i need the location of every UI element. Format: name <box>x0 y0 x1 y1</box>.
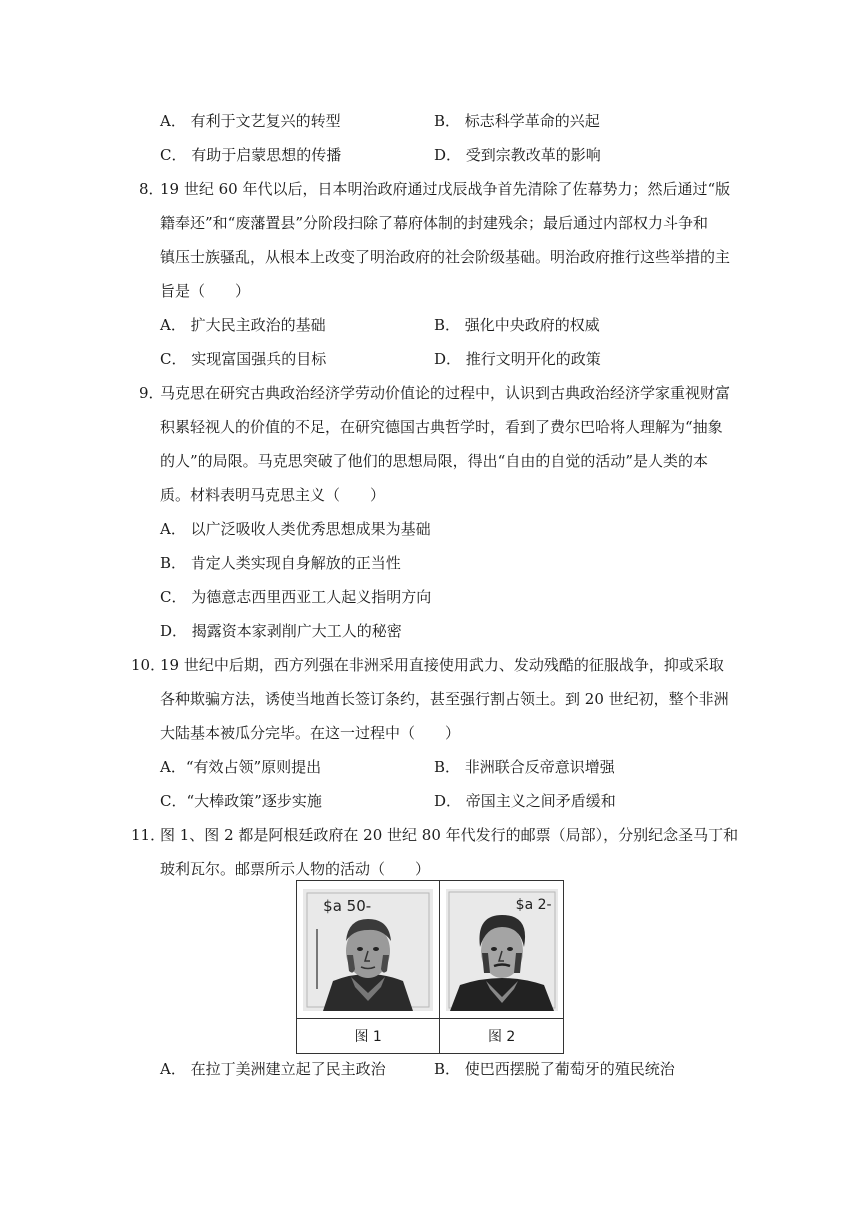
q8-option-a: A． 扩大民主政治的基础 <box>160 316 326 334</box>
san-martin-stamp-image <box>303 889 433 1011</box>
q8-stem-line-4 <box>0 280 860 302</box>
q11-number: 11． <box>131 826 166 844</box>
q8-option-b: B． 强化中央政府的权威 <box>434 316 600 334</box>
q9-text-line: 的人”的局限。马克思突破了他们的思想局限，得出“自由的自觉的活动”是人类的本 <box>160 452 709 470</box>
q10-options-row-1 <box>0 756 860 778</box>
figure-2-caption: 图 2 <box>440 1019 564 1054</box>
q8-number: 8． <box>139 180 164 198</box>
q9-text-line: 马克思在研究古典政治经济学劳动价值论的过程中，认识到古典政治经济学家重视财富 <box>160 384 731 402</box>
q10-options-row-2 <box>0 790 860 812</box>
q10-option-c: C．“大棒政策”逐步实施 <box>160 792 322 810</box>
q8-option-d: D． 推行文明开化的政策 <box>434 350 601 368</box>
q8-option-c: C． 实现富国强兵的目标 <box>160 350 327 368</box>
q11-stem-line-1 <box>0 824 860 846</box>
q9-stem-line-2 <box>0 416 860 438</box>
q7-option-d: D． 受到宗教改革的影响 <box>434 146 601 164</box>
stamp-1-value: $a 50- <box>323 896 372 915</box>
q8-text-line: 旨是（ ） <box>160 282 251 300</box>
q9-option-c: C． 为德意志西里西亚工人起义指明方向 <box>160 588 432 606</box>
q10-option-d: D． 帝国主义之间矛盾缓和 <box>434 792 616 810</box>
q8-text-line: 籍奉还”和“废藩置县”分阶段扫除了幕府体制的封建残余；最后通过内部权力斗争和 <box>160 214 709 232</box>
q8-stem-line-1 <box>0 178 860 200</box>
q10-text-line: 大陆基本被瓜分完毕。在这一过程中（ ） <box>160 724 461 742</box>
q11-text-line: 图 1、图 2 都是阿根廷政府在 20 世纪 80 年代发行的邮票（局部），分别纪念圣马丁和 <box>160 826 739 844</box>
q10-option-b: B． 非洲联合反帝意识增强 <box>434 758 615 776</box>
figure-1-cell <box>297 881 440 1019</box>
bolivar-stamp-image <box>446 889 558 1011</box>
q11-options-row-1 <box>0 1058 860 1080</box>
q11-option-b: B． 使巴西摆脱了葡萄牙的殖民统治 <box>434 1060 675 1078</box>
q11-option-a: A． 在拉丁美洲建立起了民主政治 <box>160 1060 386 1078</box>
stamp-2-value: $a 2- <box>515 896 552 913</box>
q8-options-row-2 <box>0 348 860 370</box>
q8-stem-line-3 <box>0 246 860 268</box>
q9-option-b: B． 肯定人类实现自身解放的正当性 <box>160 554 401 572</box>
q10-text-line: 19 世纪中后期，西方列强在非洲采用直接使用武力、发动残酷的征服战争，抑或采取 <box>160 656 724 674</box>
q10-stem-line-2 <box>0 688 860 710</box>
stamp-figure-table <box>296 880 564 1054</box>
q9-stem-line-3 <box>0 450 860 472</box>
q9-option-a-row <box>0 518 860 540</box>
q10-option-a: A．“有效占领”原则提出 <box>160 758 322 776</box>
q10-stem-line-1 <box>0 654 860 676</box>
q11-text-line: 玻利瓦尔。邮票所示人物的活动（ ） <box>160 860 431 878</box>
q11-stem-line-2 <box>0 858 860 880</box>
q9-option-b-row <box>0 552 860 574</box>
q7-option-c: C． 有助于启蒙思想的传播 <box>160 146 342 164</box>
q9-stem-line-4 <box>0 484 860 506</box>
q9-option-a: A． 以广泛吸收人类优秀思想成果为基础 <box>160 520 431 538</box>
q8-stem-line-2 <box>0 212 860 234</box>
q8-options-row-1 <box>0 314 860 336</box>
q9-option-c-row <box>0 586 860 608</box>
q8-text-line: 19 世纪 60 年代以后，日本明治政府通过戊辰战争首先清除了佐幕势力；然后通过“版 <box>160 180 731 198</box>
q10-number: 10． <box>131 656 166 674</box>
q7-options-row-2 <box>0 144 860 166</box>
q9-text-line: 积累轻视人的价值的不足，在研究德国古典哲学时，看到了费尔巴哈将人理解为“抽象 <box>160 418 723 436</box>
figure-1-caption: 图 1 <box>297 1019 440 1054</box>
q9-text-line: 质。材料表明马克思主义（ ） <box>160 486 386 504</box>
q7-options-row-1 <box>0 110 860 132</box>
q7-option-b: B． 标志科学革命的兴起 <box>434 112 600 130</box>
figure-2-cell <box>440 881 564 1019</box>
q7-option-a: A． 有利于文艺复兴的转型 <box>160 112 341 130</box>
q9-number: 9． <box>139 384 164 402</box>
q10-text-line: 各种欺骗方法，诱使当地酋长签订条约，甚至强行割占领土。到 20 世纪初，整个非洲 <box>160 690 729 708</box>
q9-stem-line-1 <box>0 382 860 404</box>
q9-option-d: D． 揭露资本家剥削广大工人的秘密 <box>160 622 402 640</box>
q9-option-d-row <box>0 620 860 642</box>
q10-stem-line-3 <box>0 722 860 744</box>
q8-text-line: 镇压士族骚乱，从根本上改变了明治政府的社会阶级基础。明治政府推行这些举措的主 <box>160 248 731 266</box>
